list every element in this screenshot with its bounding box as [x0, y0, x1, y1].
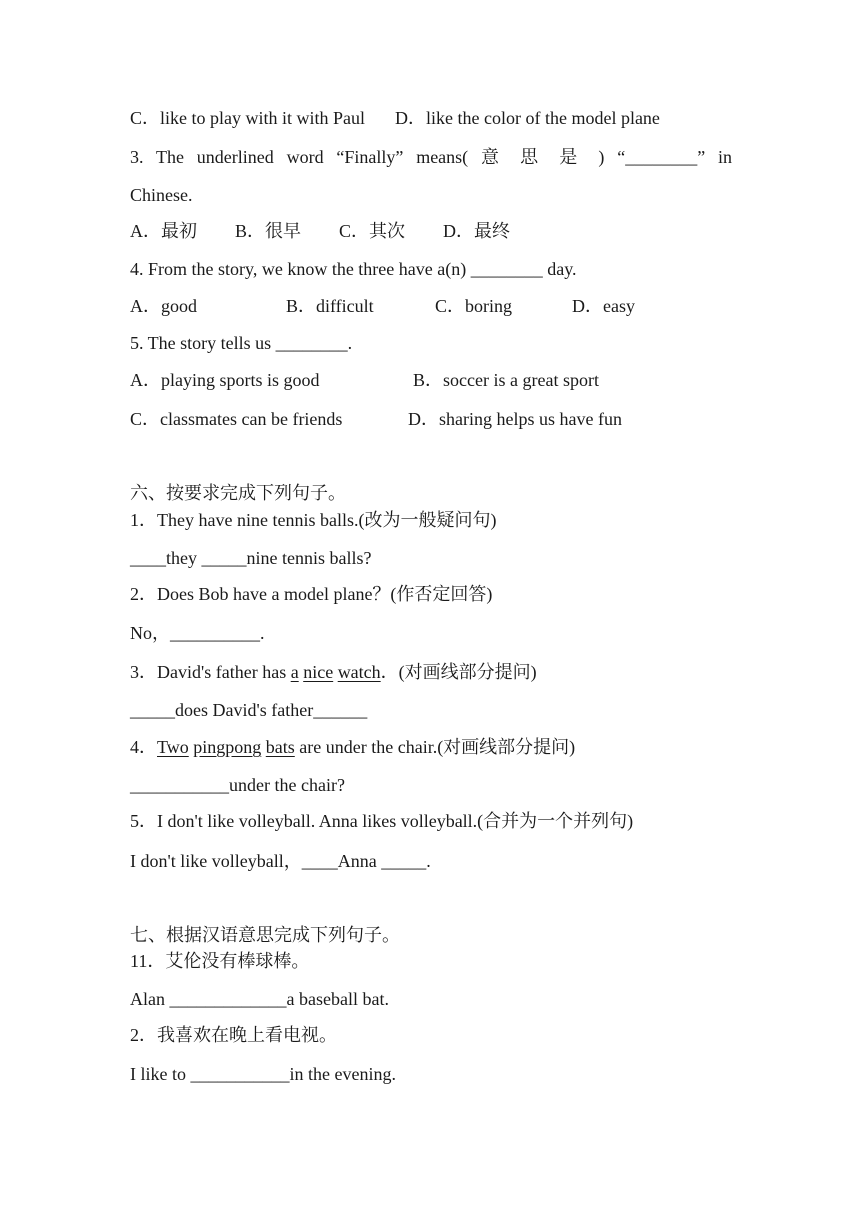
s7-a2: I like to ___________in the evening.	[130, 1064, 396, 1084]
q5-option-b: B．soccer is a great sport	[413, 370, 599, 390]
q3-option-b: B．很早	[235, 221, 302, 241]
section-7-heading: 七、根据汉语意思完成下列句子。	[130, 925, 400, 945]
q2-options-row2	[130, 107, 660, 129]
s6-q1: 1．They have nine tennis balls.(改为一般疑问句)	[130, 510, 497, 530]
q3-option-d: D．最终	[443, 221, 511, 241]
q4-option-a: A．good	[130, 296, 197, 316]
s6-a4: ___________under the chair?	[130, 775, 345, 795]
s6-a3: _____does David's father______	[130, 700, 368, 720]
q5-stem: 5. The story tells us ________.	[130, 333, 353, 353]
q4-stem: 4. From the story, we know the three have a(n) ________ day.	[130, 259, 577, 279]
s6-q5: 5．I don't like volleyball. Anna likes volleyball.(合并为一个并列句)	[130, 811, 634, 831]
q5-option-c: C．classmates can be friends	[130, 409, 343, 429]
q2-option-d: D．like the color of the model plane	[395, 108, 660, 128]
q5-options-row2	[130, 408, 622, 430]
s7-q1: 11．艾伦没有棒球棒。	[130, 951, 310, 971]
s6-q2: 2．Does Bob have a model plane？(作否定回答)	[130, 584, 493, 604]
s6-a2: No，__________.	[130, 623, 265, 643]
s7-q2: 2．我喜欢在晚上看电视。	[130, 1025, 337, 1045]
q3-option-c: C．其次	[339, 221, 406, 241]
q4-option-c: C．boring	[435, 296, 513, 316]
section-6-heading: 六、按要求完成下列句子。	[130, 483, 346, 503]
q5-option-a: A．playing sports is good	[130, 370, 320, 390]
q3-stem: 3. The underlined word “Finally” means( 意 思 是 ) “________” in	[130, 147, 732, 167]
q5-option-d: D．sharing helps us have fun	[408, 409, 622, 429]
s7-a1: Alan _____________a baseball bat.	[130, 989, 389, 1009]
q3-option-a: A．最初	[130, 221, 197, 241]
q3-options	[130, 220, 510, 242]
q4-option-b: B．difficult	[286, 296, 374, 316]
q5-options-row1	[130, 369, 599, 391]
s6-a5: I don't like volleyball，____Anna _____.	[130, 851, 431, 871]
s6-q3: 3．David's father has a nice watch．(对画线部分提问)	[130, 662, 537, 682]
s6-q4: 4．Two pingpong bats are under the chair.(对画线部分提问)	[130, 737, 576, 757]
q2-option-c: C．like to play with it with Paul	[130, 108, 365, 128]
q4-options	[130, 295, 635, 317]
q3-stem-cont: Chinese.	[130, 185, 193, 205]
q4-option-d: D．easy	[572, 296, 635, 316]
s6-a1: ____they _____nine tennis balls?	[130, 548, 372, 568]
